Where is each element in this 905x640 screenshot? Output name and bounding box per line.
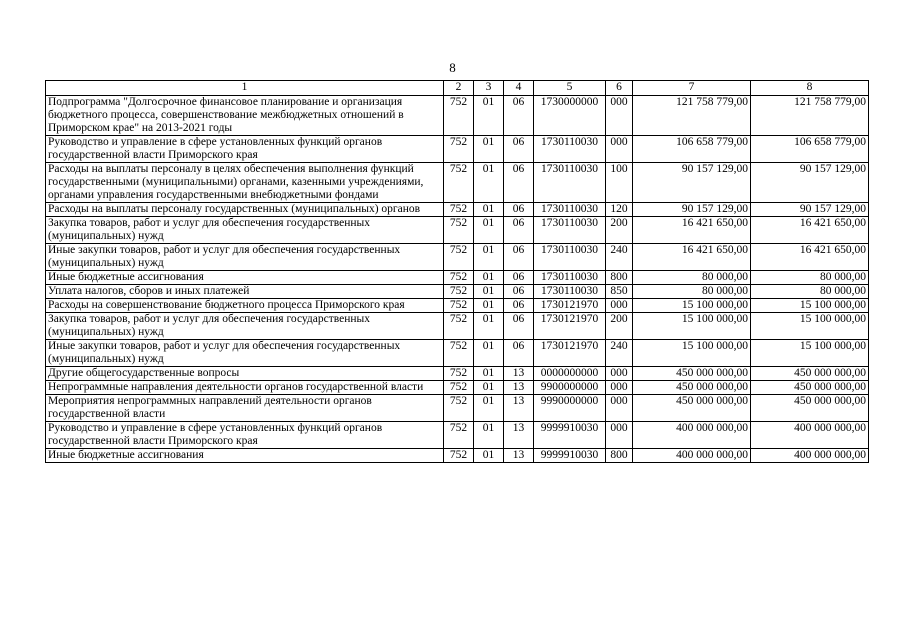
amount-col7: 450 000 000,00: [633, 367, 751, 381]
amount-col7: 15 100 000,00: [633, 313, 751, 340]
ministry-code: 752: [444, 395, 474, 422]
subsection-code: 06: [504, 299, 534, 313]
amount-col7: 450 000 000,00: [633, 381, 751, 395]
amount-col8: 400 000 000,00: [751, 422, 869, 449]
ministry-code: 752: [444, 299, 474, 313]
ministry-code: 752: [444, 217, 474, 244]
section-code: 01: [474, 381, 504, 395]
amount-col7: 15 100 000,00: [633, 340, 751, 367]
budget-table: [45, 80, 869, 463]
target-article-code: 0000000000: [534, 367, 606, 381]
subsection-code: 06: [504, 163, 534, 203]
target-article-code: 1730121970: [534, 299, 606, 313]
expense-name: Руководство и управление в сфере установленных функций органов государственной власти Приморского края: [46, 422, 444, 449]
subsection-code: 13: [504, 449, 534, 463]
table-row: [46, 395, 869, 422]
target-article-code: 1730110030: [534, 285, 606, 299]
table-row: [46, 163, 869, 203]
table-row: [46, 136, 869, 163]
ministry-code: 752: [444, 96, 474, 136]
amount-col8: 80 000,00: [751, 271, 869, 285]
target-article-code: 1730110030: [534, 217, 606, 244]
table-row: [46, 313, 869, 340]
table-row: [46, 340, 869, 367]
expense-name: Расходы на выплаты персоналу в целях обеспечения выполнения функций государственными (муниципальными) органами, казенными учреждениями, органами управления государственными внебюджетными фондами: [46, 163, 444, 203]
expense-type-code: 800: [606, 271, 633, 285]
subsection-code: 13: [504, 381, 534, 395]
target-article-code: 1730121970: [534, 340, 606, 367]
table-row: [46, 299, 869, 313]
expense-type-code: 240: [606, 244, 633, 271]
target-article-code: 9900000000: [534, 381, 606, 395]
amount-col8: 450 000 000,00: [751, 395, 869, 422]
expense-name: Иные бюджетные ассигнования: [46, 449, 444, 463]
section-code: 01: [474, 313, 504, 340]
subsection-code: 06: [504, 244, 534, 271]
column-header: 1: [46, 81, 444, 96]
target-article-code: 1730110030: [534, 136, 606, 163]
column-header: 5: [534, 81, 606, 96]
target-article-code: 9999910030: [534, 449, 606, 463]
amount-col7: 121 758 779,00: [633, 96, 751, 136]
expense-name: Расходы на выплаты персоналу государственных (муниципальных) органов: [46, 203, 444, 217]
section-code: 01: [474, 367, 504, 381]
expense-type-code: 200: [606, 313, 633, 340]
target-article-code: 1730000000: [534, 96, 606, 136]
amount-col7: 400 000 000,00: [633, 422, 751, 449]
ministry-code: 752: [444, 136, 474, 163]
ministry-code: 752: [444, 367, 474, 381]
column-header: 7: [633, 81, 751, 96]
amount-col8: 15 100 000,00: [751, 340, 869, 367]
target-article-code: 1730110030: [534, 271, 606, 285]
column-header: 3: [474, 81, 504, 96]
section-code: 01: [474, 96, 504, 136]
ministry-code: 752: [444, 203, 474, 217]
table-row: [46, 381, 869, 395]
subsection-code: 13: [504, 395, 534, 422]
expense-type-code: 000: [606, 96, 633, 136]
subsection-code: 06: [504, 96, 534, 136]
table-row: [46, 367, 869, 381]
section-code: 01: [474, 271, 504, 285]
amount-col8: 16 421 650,00: [751, 244, 869, 271]
table-row: [46, 244, 869, 271]
section-code: 01: [474, 163, 504, 203]
amount-col7: 106 658 779,00: [633, 136, 751, 163]
ministry-code: 752: [444, 449, 474, 463]
section-code: 01: [474, 244, 504, 271]
expense-type-code: 000: [606, 367, 633, 381]
subsection-code: 06: [504, 313, 534, 340]
amount-col7: 400 000 000,00: [633, 449, 751, 463]
amount-col7: 80 000,00: [633, 285, 751, 299]
column-number-row: [46, 81, 869, 96]
section-code: 01: [474, 203, 504, 217]
amount-col7: 90 157 129,00: [633, 163, 751, 203]
amount-col8: 400 000 000,00: [751, 449, 869, 463]
expense-name: Закупка товаров, работ и услуг для обеспечения государственных (муниципальных) нужд: [46, 217, 444, 244]
amount-col8: 450 000 000,00: [751, 367, 869, 381]
amount-col7: 15 100 000,00: [633, 299, 751, 313]
column-header: 6: [606, 81, 633, 96]
amount-col7: 16 421 650,00: [633, 244, 751, 271]
subsection-code: 13: [504, 422, 534, 449]
expense-name: Иные бюджетные ассигнования: [46, 271, 444, 285]
column-header: 8: [751, 81, 869, 96]
amount-col8: 106 658 779,00: [751, 136, 869, 163]
column-header: 4: [504, 81, 534, 96]
amount-col8: 15 100 000,00: [751, 313, 869, 340]
target-article-code: 1730121970: [534, 313, 606, 340]
subsection-code: 06: [504, 340, 534, 367]
ministry-code: 752: [444, 271, 474, 285]
target-article-code: 1730110030: [534, 244, 606, 271]
target-article-code: 1730110030: [534, 203, 606, 217]
amount-col8: 450 000 000,00: [751, 381, 869, 395]
amount-col8: 80 000,00: [751, 285, 869, 299]
expense-name: Иные закупки товаров, работ и услуг для обеспечения государственных (муниципальных) нужд: [46, 244, 444, 271]
amount-col8: 90 157 129,00: [751, 163, 869, 203]
column-header: 2: [444, 81, 474, 96]
ministry-code: 752: [444, 381, 474, 395]
expense-type-code: 000: [606, 422, 633, 449]
amount-col7: 80 000,00: [633, 271, 751, 285]
section-code: 01: [474, 136, 504, 163]
expense-type-code: 120: [606, 203, 633, 217]
amount-col7: 450 000 000,00: [633, 395, 751, 422]
expense-type-code: 000: [606, 395, 633, 422]
expense-name: Расходы на совершенствование бюджетного процесса Приморского края: [46, 299, 444, 313]
target-article-code: 9990000000: [534, 395, 606, 422]
expense-type-code: 800: [606, 449, 633, 463]
table-row: [46, 203, 869, 217]
amount-col7: 90 157 129,00: [633, 203, 751, 217]
subsection-code: 06: [504, 136, 534, 163]
ministry-code: 752: [444, 244, 474, 271]
table-row: [46, 449, 869, 463]
section-code: 01: [474, 217, 504, 244]
amount-col8: 90 157 129,00: [751, 203, 869, 217]
expense-type-code: 100: [606, 163, 633, 203]
ministry-code: 752: [444, 340, 474, 367]
subsection-code: 13: [504, 367, 534, 381]
expense-type-code: 000: [606, 299, 633, 313]
expense-name: Непрограммные направления деятельности органов государственной власти: [46, 381, 444, 395]
expense-name: Подпрограмма "Долгосрочное финансовое планирование и организация бюджетного процесса, совершенствование межбюджетных отношений в Приморском крае" на 2013-2021 годы: [46, 96, 444, 136]
expense-name: Другие общегосударственные вопросы: [46, 367, 444, 381]
expense-type-code: 000: [606, 381, 633, 395]
expense-name: Руководство и управление в сфере установленных функций органов государственной власти Приморского края: [46, 136, 444, 163]
target-article-code: 9999910030: [534, 422, 606, 449]
amount-col7: 16 421 650,00: [633, 217, 751, 244]
section-code: 01: [474, 285, 504, 299]
amount-col8: 16 421 650,00: [751, 217, 869, 244]
table-row: [46, 217, 869, 244]
subsection-code: 06: [504, 285, 534, 299]
amount-col8: 15 100 000,00: [751, 299, 869, 313]
expense-name: Мероприятия непрограммных направлений деятельности органов государственной власти: [46, 395, 444, 422]
ministry-code: 752: [444, 422, 474, 449]
subsection-code: 06: [504, 203, 534, 217]
section-code: 01: [474, 422, 504, 449]
subsection-code: 06: [504, 217, 534, 244]
section-code: 01: [474, 340, 504, 367]
expense-name: Иные закупки товаров, работ и услуг для обеспечения государственных (муниципальных) нужд: [46, 340, 444, 367]
page-number: 8: [449, 60, 456, 75]
expense-type-code: 200: [606, 217, 633, 244]
section-code: 01: [474, 299, 504, 313]
subsection-code: 06: [504, 271, 534, 285]
amount-col8: 121 758 779,00: [751, 96, 869, 136]
table-row: [46, 96, 869, 136]
expense-type-code: 240: [606, 340, 633, 367]
section-code: 01: [474, 395, 504, 422]
table-row: [46, 422, 869, 449]
ministry-code: 752: [444, 313, 474, 340]
expense-type-code: 850: [606, 285, 633, 299]
ministry-code: 752: [444, 163, 474, 203]
expense-type-code: 000: [606, 136, 633, 163]
expense-name: Закупка товаров, работ и услуг для обеспечения государственных (муниципальных) нужд: [46, 313, 444, 340]
ministry-code: 752: [444, 285, 474, 299]
target-article-code: 1730110030: [534, 163, 606, 203]
table-row: [46, 285, 869, 299]
table-row: [46, 271, 869, 285]
expense-name: Уплата налогов, сборов и иных платежей: [46, 285, 444, 299]
section-code: 01: [474, 449, 504, 463]
